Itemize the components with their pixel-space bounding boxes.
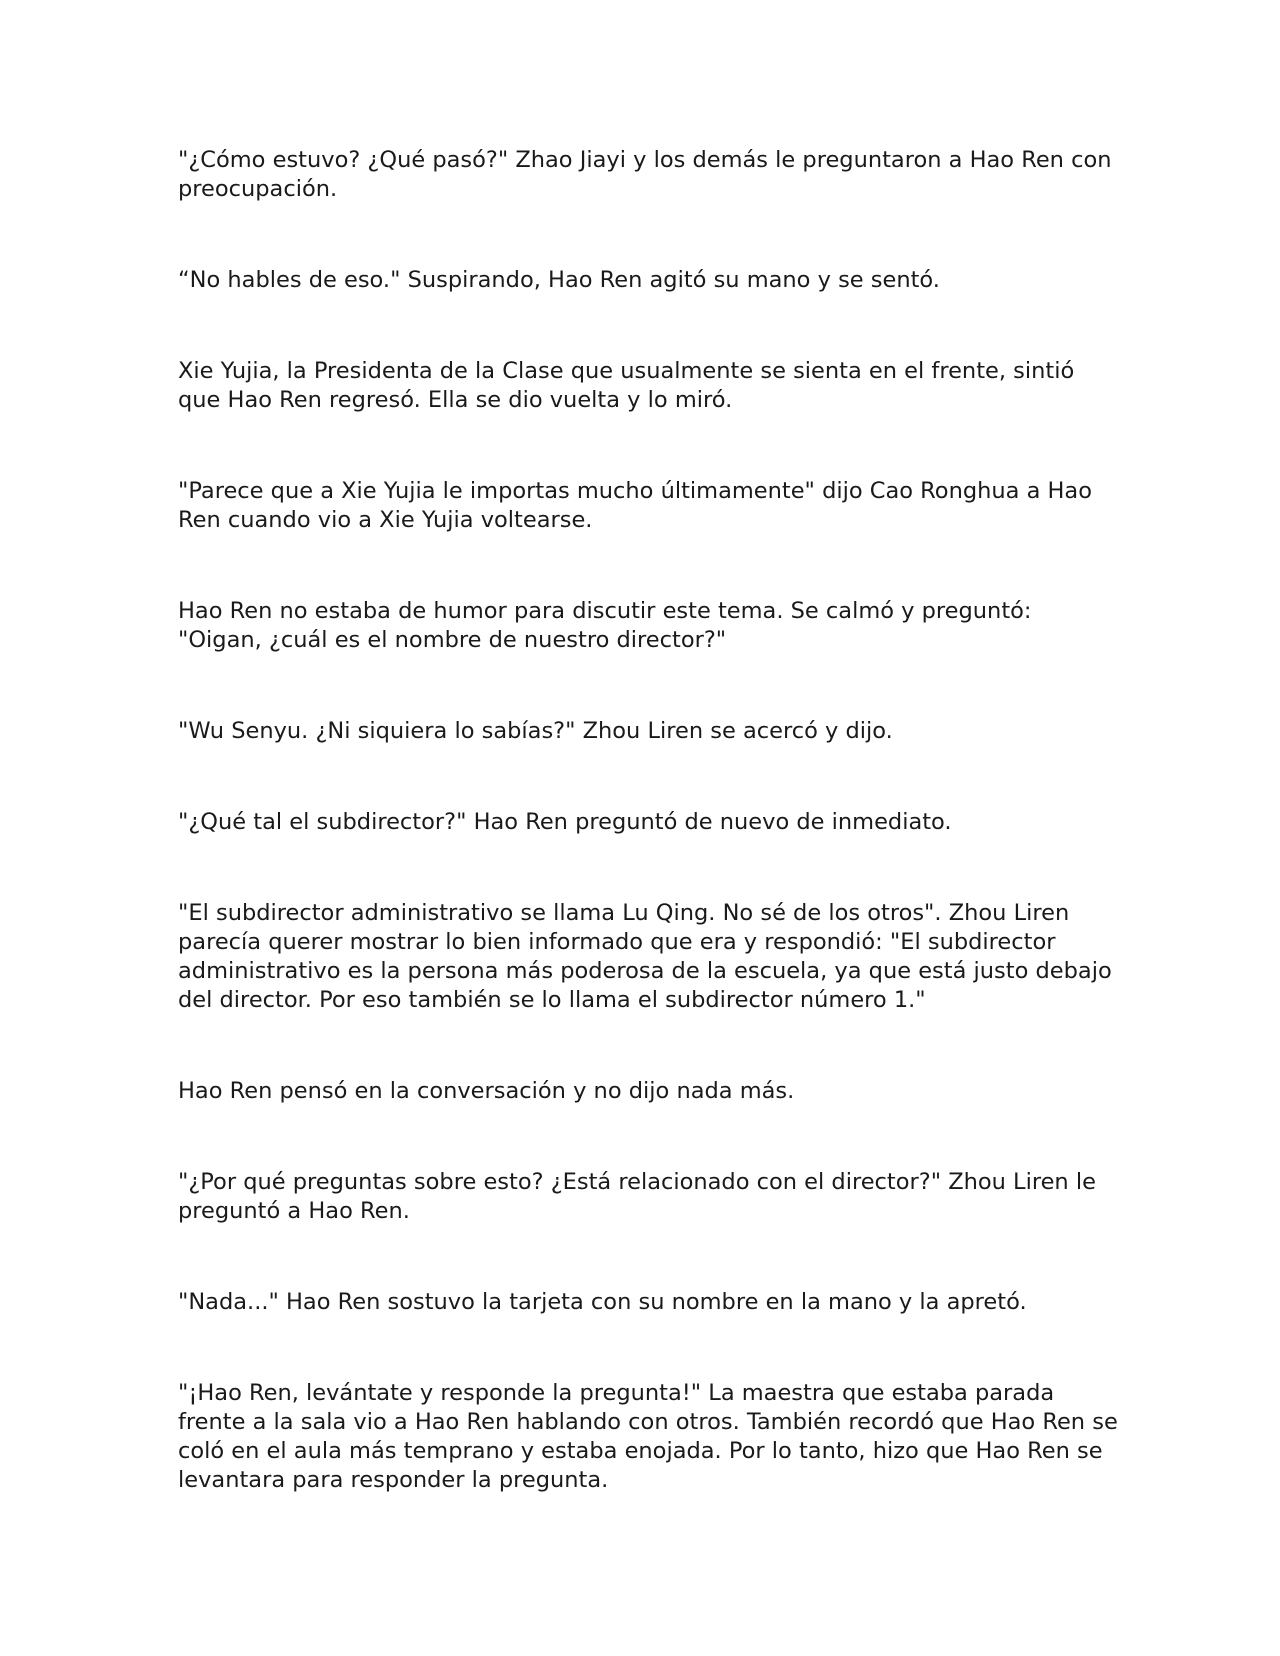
paragraph: "Nada..." Hao Ren sostuvo la tarjeta con su nombre en la mano y la apretó. (178, 1289, 1027, 1315)
paragraph: "¿Qué tal el subdirector?" Hao Ren preguntó de nuevo de inmediato. (178, 809, 952, 835)
paragraph: “No hables de eso." Suspirando, Hao Ren agitó su mano y se sentó. (178, 267, 940, 293)
paragraph: "¿Cómo estuvo? ¿Qué pasó?" Zhao Jiayi y los demás le preguntaron a Hao Ren con preocupación. (178, 147, 1112, 202)
paragraph: "¿Por qué preguntas sobre esto? ¿Está relacionado con el director?" Zhou Liren le preguntó a Hao Ren. (178, 1169, 1096, 1224)
paragraph: Xie Yujia, la Presidenta de la Clase que usualmente se sienta en el frente, sintió que Hao Ren regresó. Ella se dio vuelta y lo miró. (178, 358, 1075, 413)
document-body (178, 146, 1118, 1495)
paragraph: "Parece que a Xie Yujia le importas mucho últimamente" dijo Cao Ronghua a Hao Ren cuando vio a Xie Yujia voltearse. (178, 478, 1092, 533)
paragraph: "El subdirector administrativo se llama Lu Qing. No sé de los otros". Zhou Liren parecía querer mostrar lo bien informado que era y respondió: "El subdirector administrativo es la persona más poderosa de la escuela, ya que está justo debajo del director. Por eso también se lo llama el subdirector número 1." (178, 900, 1112, 1013)
paragraph: "Wu Senyu. ¿Ni siquiera lo sabías?" Zhou Liren se acercó y dijo. (178, 718, 893, 744)
paragraph: Hao Ren pensó en la conversación y no dijo nada más. (178, 1078, 795, 1104)
paragraph: "¡Hao Ren, levántate y responde la pregunta!" La maestra que estaba parada frente a la sala vio a Hao Ren hablando con otros. También recordó que Hao Ren se coló en el aula más temprano y estaba enojada. Por lo tanto, hizo que Hao Ren se levantara para responder la pregunta. (178, 1380, 1118, 1493)
paragraph: Hao Ren no estaba de humor para discutir este tema. Se calmó y preguntó: "Oigan, ¿cuál es el nombre de nuestro director?" (178, 598, 1032, 653)
